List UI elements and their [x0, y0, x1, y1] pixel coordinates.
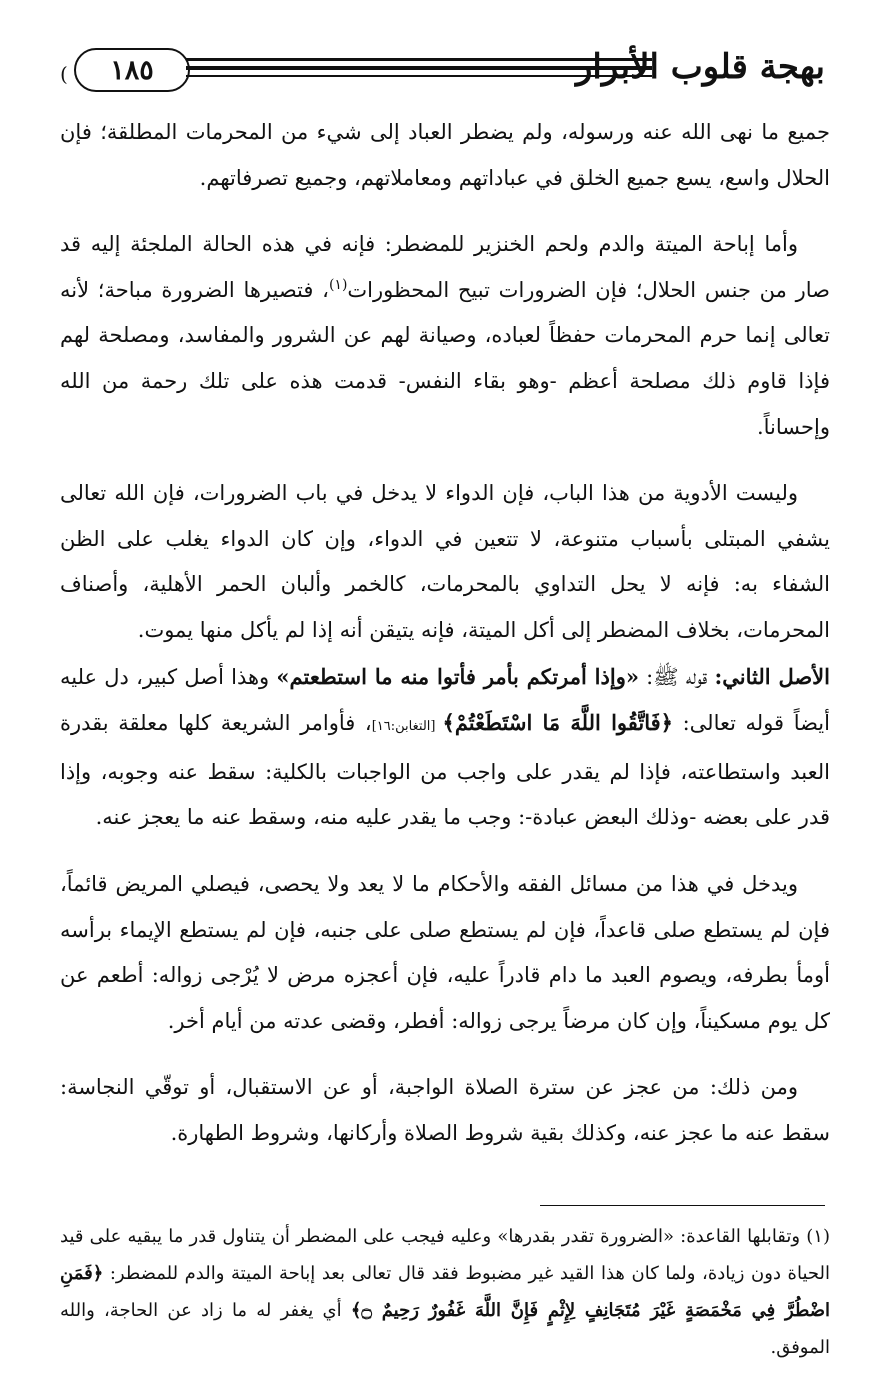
- hadith-quote: «وإذا أمرتكم بأمر فأتوا منه ما استطعتم»: [276, 663, 639, 689]
- paragraph: جميع ما نهى الله عنه ورسوله، ولم يضطر العباد إلى شيء من المحرمات المطلقة؛ فإن الحلال واسع، يسع جميع الخلق في عباداتهم ومعاملاتهم، وجميع تصرفاتهم.: [60, 120, 830, 190]
- book-title: بهجة قلوب الأبرار: [576, 47, 825, 87]
- paragraph: ومن ذلك: من عجز عن سترة الصلاة الواجبة، أو عن الاستقبال، أو توقّي النجاسة: سقط عنه ما عجز عنه، وكذلك بقية شروط الصلاة وأركانها، وشروط الطهارة.: [60, 1075, 830, 1145]
- footnote-number: (١): [806, 1226, 830, 1247]
- paragraph: وأما إباحة الميتة والدم ولحم الخنزير للمضطر: فإنه في هذه الحالة الملجئة إليه قد صار من جنس الحلال؛ فإن الضرورات تبيح المحظورات$^{(١)}$، فتصيرها الضرورة مباحة؛ لأنه تعالى إنما حرم المحرمات حفظاً لعباده، وصيانة لهم عن الشرور والمفاسد، ومصلحة لهم فإذا قاوم ذلك مصلحة أعظم -وهو بقاء النفس- قدمت هذه على تلك رحمة من الله وإحساناً.: [60, 232, 830, 439]
- paragraph-second-principle: الأصل الثاني: قوله ﷺ: «وإذا أمرتكم بأمر فأتوا منه ما استطعتم» وهذا أصل كبير، دل عليه أيضاً قوله تعالى: ﴿فَاتَّقُوا اللَّهَ مَا اسْتَطَعْتُمْ﴾ [التغابن:١٦]، فأوامر الشريعة كلها معلقة بقدرة العبد واستطاعته، فإذا لم يقدر على واجب من الواجبات بالكلية: سقط عنه وجوبه، وإذا قدر على بعضه -وذلك البعض عبادة-: وجب ما يقدر عليه منه، وسقط عنه ما يعجز عنه.: [60, 663, 830, 830]
- section-heading: الأصل الثاني:: [714, 663, 830, 689]
- quran-verse: ﴿فَمَنِ اضْطُرَّ فِي مَخْمَصَةٍ غَيْرَ مُتَجَانِفٍ لِإِثْمٍ فَإِنَّ اللَّهَ غَفُورٌ رَحِيمٌ ۝﴾: [60, 1263, 830, 1321]
- footnote-divider: [540, 1205, 825, 1206]
- running-header: [60, 40, 825, 96]
- verse-reference: [التغابن:١٦]: [371, 719, 443, 735]
- paragraph: ويدخل في هذا من مسائل الفقه والأحكام ما لا يعد ولا يحصى، فيصلي المريض قائماً، فإن لم يستطع صلى قاعداً، فإن لم يستطع صلى على جنبه، فإن لم يستطع الإيماء برأسه أومأ بطرفه، ويصوم العبد ما دام قادراً عليه، فإن أعجزه مرض لا يُرْجى زواله: أطعم عن كل يوم مسكيناً، وإن كان مرضاً يرجى زواله: أفطر، وقضى عدته من أيام أخر.: [60, 871, 830, 1033]
- quran-verse: ﴿فَاتَّقُوا اللَّهَ مَا اسْتَطَعْتُمْ﴾: [442, 710, 673, 736]
- paragraph: وليست الأدوية من هذا الباب، فإن الدواء لا يدخل في باب الضرورات، فإن الله تعالى يشفي المبتلى بأسباب متنوعة، لا تتعين في الدواء، وإن كان الدواء يغلب على الظن الشفاء به: فإنه لا يحل التداوي بالمحرمات، كالخمر وألبان الحمر الأهلية، وأصناف المحرمات، بخلاف المضطر إلى أكل الميتة، فإنه يتيقن أنه إذا لم يأكل منها يموت.: [60, 481, 830, 642]
- page-body: [60, 110, 830, 1177]
- footnote: (١) وتقابلها القاعدة: «الضرورة تقدر بقدرها» وعليه فيجب على المضطر أن يتناول قدر ما يبقيه على قيد الحياة دون زيادة، ولما كان هذا القيد غير مضبوط فقد قال تعالى بعد إباحة الميتة والدم للمضطر: ﴿فَمَنِ اضْطُرَّ فِي مَخْمَصَةٍ غَيْرَ مُتَجَانِفٍ لِإِثْمٍ فَإِنَّ اللَّهَ غَفُورٌ رَحِيمٌ ۝﴾ أي يغفر له ما زاد عن الحاجة، والله الموفق.: [60, 1226, 830, 1358]
- footnote-marker: (١): [328, 276, 348, 293]
- header-bracket: (: [60, 62, 68, 86]
- page-number: ١٨٥: [74, 48, 190, 92]
